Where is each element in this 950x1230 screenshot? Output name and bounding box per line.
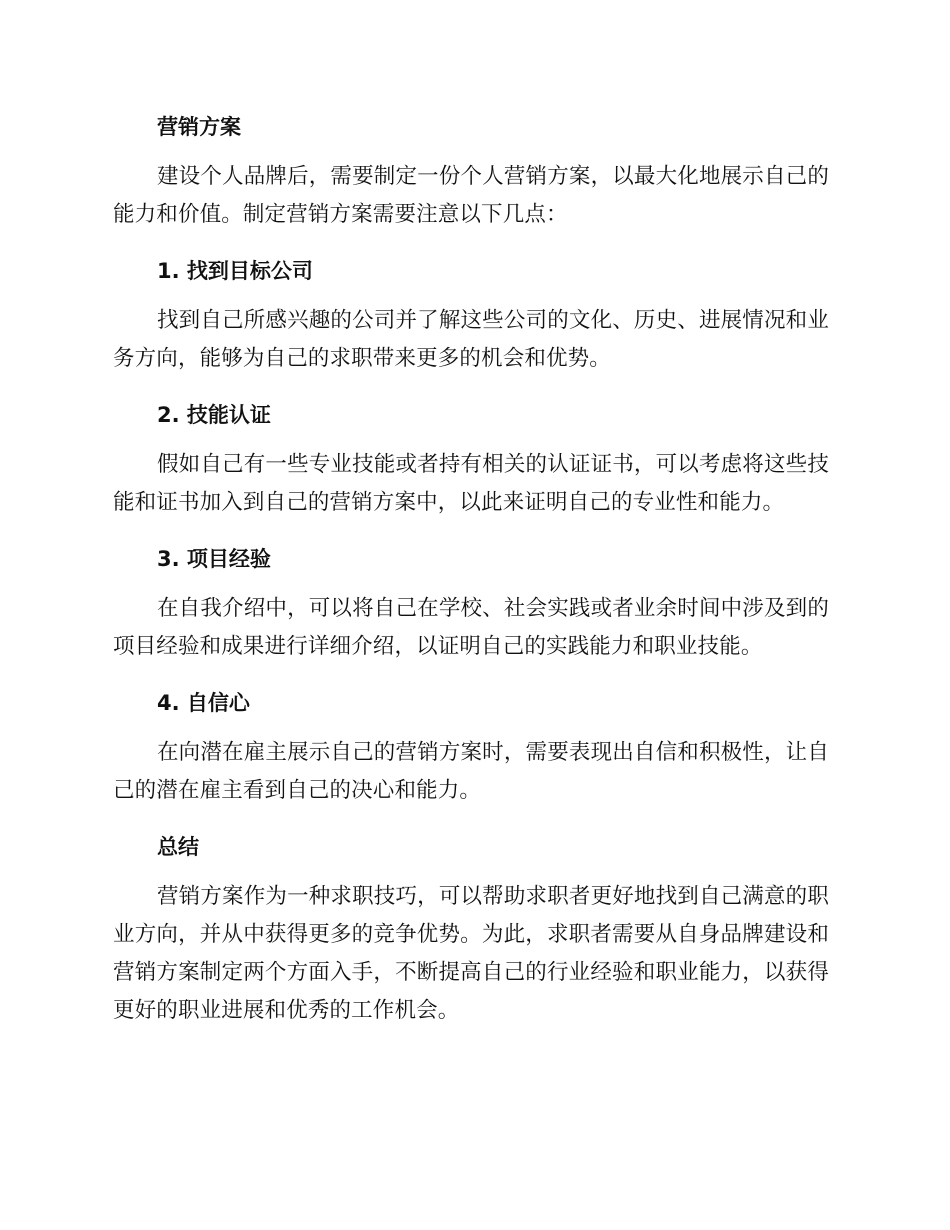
section-paragraph-marketing-plan: 建设个人品牌后，需要制定一份个人营销方案，以最大化地展示自己的能力和价值。制定营销方案需要注意以下几点： bbox=[113, 164, 829, 227]
section-paragraph-summary: 营销方案作为一种求职技巧，可以帮助求职者更好地找到自己满意的职业方向，并从中获得更多的竞争优势。为此，求职者需要从自身品牌建设和营销方案制定两个方面入手，不断提高自己的行业经验和职业能力，以获得更好的职业进展和优秀的工作机会。 bbox=[113, 884, 829, 1023]
section-paragraph-target-company: 找到自己所感兴趣的公司并了解这些公司的文化、历史、进展情况和业务方向，能够为自己的求职带来更多的机会和优势。 bbox=[113, 308, 829, 371]
section-paragraph-skill-certification: 假如自己有一些专业技能或者持有相关的认证证书，可以考虑将这些技能和证书加入到自己的营销方案中，以此来证明自己的专业性和能力。 bbox=[113, 452, 829, 515]
section-paragraph-confidence: 在向潜在雇主展示自己的营销方案时，需要表现出自信和积极性，让自己的潜在雇主看到自己的决心和能力。 bbox=[113, 740, 829, 803]
section-heading-skill-certification: 2. 技能认证 bbox=[157, 403, 271, 427]
section-paragraph-project-experience: 在自我介绍中，可以将自己在学校、社会实践或者业余时间中涉及到的项目经验和成果进行详细介绍，以证明自己的实践能力和职业技能。 bbox=[113, 596, 829, 659]
section-heading-project-experience: 3. 项目经验 bbox=[157, 547, 271, 571]
document-body bbox=[113, 108, 829, 1048]
section-heading-summary: 总结 bbox=[157, 835, 199, 859]
section-heading-marketing-plan: 营销方案 bbox=[157, 115, 241, 139]
section-heading-confidence: 4. 自信心 bbox=[157, 691, 250, 715]
section-heading-target-company: 1. 找到目标公司 bbox=[157, 259, 313, 283]
